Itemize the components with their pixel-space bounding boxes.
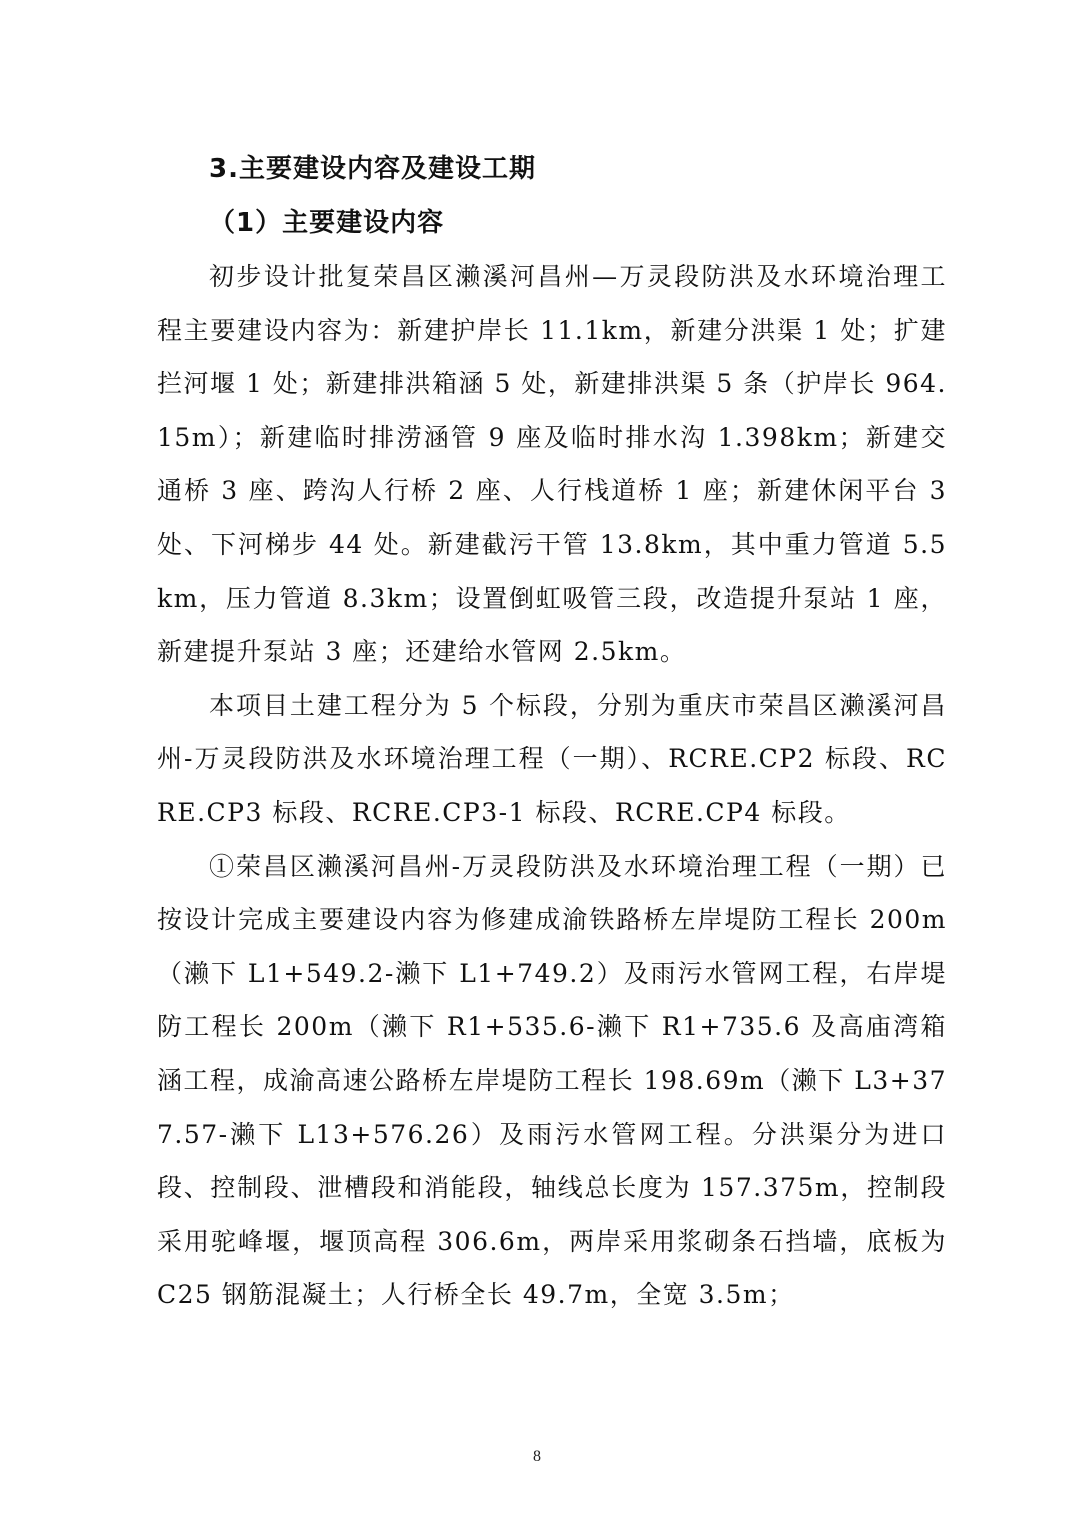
page-content	[157, 142, 947, 1322]
page-number: 8	[533, 1448, 541, 1465]
paragraph-phase-one: ①荣昌区濑溪河昌州-万灵段防洪及水环境治理工程（一期）已按设计完成主要建设内容为修建成渝铁路桥左岸堤防工程长 200m（濑下 L1+549.2-濑下 L1+749.2）及雨污水管网工程，右岸堤防工程长 200m（濑下 R1+535.6-濑下 R1+735.6 及高庙湾箱涵工程，成渝高速公路桥左岸堤防工程长 198.69m（濑下 L3+377.57-濑下 L13+576.26）及雨污水管网工程。分洪渠分为进口段、控制段、泄槽段和消能段，轴线总长度为 157.375m，控制段采用驼峰堰，堰顶高程 306.6m，两岸采用浆砌条石挡墙，底板为 C25 钢筋混凝土；人行桥全长 49.7m，全宽 3.5m；	[157, 851, 947, 1310]
paragraph-construction-content: 初步设计批复荣昌区濑溪河昌州—万灵段防洪及水环境治理工程主要建设内容为：新建护岸长 11.1km，新建分洪渠 1 处；扩建拦河堰 1 处；新建排洪箱涵 5 处，新建排洪渠 5 条（护岸长 964.15m）；新建临时排涝涵管 9 座及临时排水沟 1.398km；新建交通桥 3 座、跨沟人行桥 2 座、人行栈道桥 1 座；新建休闲平台 3 处、下河梯步 44 处。新建截污干管 13.8km，其中重力管道 5.5km，压力管道 8.3km；设置倒虹吸管三段，改造提升泵站 1 座，新建提升泵站 3 座；还建给水管网 2.5km。	[157, 262, 947, 667]
paragraph-bid-sections: 本项目土建工程分为 5 个标段，分别为重庆市荣昌区濑溪河昌州-万灵段防洪及水环境治理工程（一期）、RCRE.CP2 标段、RCRE.CP3 标段、RCRE.CP3-1 标段、RCRE.CP4 标段。	[157, 690, 947, 827]
section-heading: 3.主要建设内容及建设工期	[209, 154, 536, 184]
subsection-heading: （1）主要建设内容	[209, 208, 445, 238]
